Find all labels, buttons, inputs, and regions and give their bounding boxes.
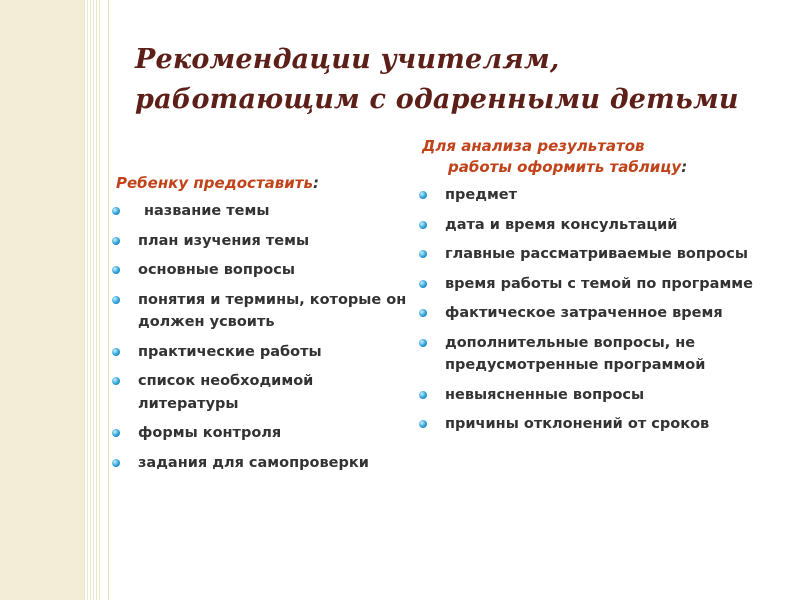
list-item-text: дата и время консультаций xyxy=(445,216,678,233)
left-heading xyxy=(108,173,413,194)
bullet-icon xyxy=(419,280,427,288)
right-heading-line1: Для анализа результатов xyxy=(422,137,645,155)
list-item xyxy=(108,230,413,253)
bullet-icon xyxy=(419,391,427,399)
decorative-side-band xyxy=(0,0,84,600)
list-item-text: список необходимой литературы xyxy=(138,373,314,412)
bullet-icon xyxy=(112,459,120,467)
right-list xyxy=(415,184,790,436)
list-item-text: основные вопросы xyxy=(138,262,295,278)
list-item xyxy=(415,413,790,436)
right-heading-line2-wrap xyxy=(422,157,790,178)
right-heading-line2: работы оформить таблицу xyxy=(448,158,682,176)
right-heading xyxy=(415,136,790,178)
list-item-text: дополнительные вопросы, не предусмотренные программой xyxy=(445,334,706,373)
list-item-text: название темы xyxy=(144,203,270,219)
list-item-text: главные рассматриваемые вопросы xyxy=(445,246,748,262)
decorative-stripes xyxy=(84,0,100,600)
bullet-icon xyxy=(112,377,120,385)
list-item xyxy=(415,184,790,207)
bullet-icon xyxy=(419,191,427,199)
list-item xyxy=(108,259,413,282)
left-heading-colon: : xyxy=(312,174,319,192)
list-item-text: формы контроля xyxy=(138,425,282,441)
list-item-text: практические работы xyxy=(138,343,322,360)
list-item-text: невыясненные вопросы xyxy=(445,386,645,403)
list-item xyxy=(108,452,413,475)
bullet-icon xyxy=(112,237,120,245)
left-list xyxy=(108,200,413,474)
list-item xyxy=(108,289,413,334)
list-item xyxy=(108,422,413,445)
slide-title: Рекомендации учителям, работающим с одаренными детьми xyxy=(135,44,739,115)
left-column xyxy=(108,173,413,481)
list-item-text: время работы с темой по программе xyxy=(445,275,753,292)
list-item xyxy=(108,200,413,223)
list-item xyxy=(415,332,790,377)
list-item xyxy=(415,243,790,266)
list-item-text: задания для самопроверки xyxy=(138,454,369,471)
bullet-icon xyxy=(419,339,427,347)
right-column xyxy=(415,136,790,443)
bullet-icon xyxy=(419,309,427,317)
list-item xyxy=(415,273,790,296)
list-item xyxy=(415,302,790,325)
bullet-icon xyxy=(112,429,120,437)
list-item-text: причины отклонений от сроков xyxy=(445,416,710,432)
bullet-icon xyxy=(112,266,120,274)
bullet-icon xyxy=(419,420,427,428)
list-item-text: понятия и термины, которые он должен усвоить xyxy=(138,291,407,330)
list-item-text: фактическое затраченное время xyxy=(445,305,723,321)
list-item xyxy=(108,341,413,364)
list-item xyxy=(108,370,413,415)
bullet-icon xyxy=(419,221,427,229)
bullet-icon xyxy=(112,207,120,215)
list-item xyxy=(415,384,790,407)
left-heading-text: Ребенку предоставить xyxy=(116,174,313,192)
list-item-text: план изучения темы xyxy=(138,232,310,249)
right-heading-colon: : xyxy=(681,158,688,176)
bullet-icon xyxy=(112,296,120,304)
bullet-icon xyxy=(112,348,120,356)
list-item xyxy=(415,214,790,237)
list-item-text: предмет xyxy=(445,187,518,203)
bullet-icon xyxy=(419,250,427,258)
